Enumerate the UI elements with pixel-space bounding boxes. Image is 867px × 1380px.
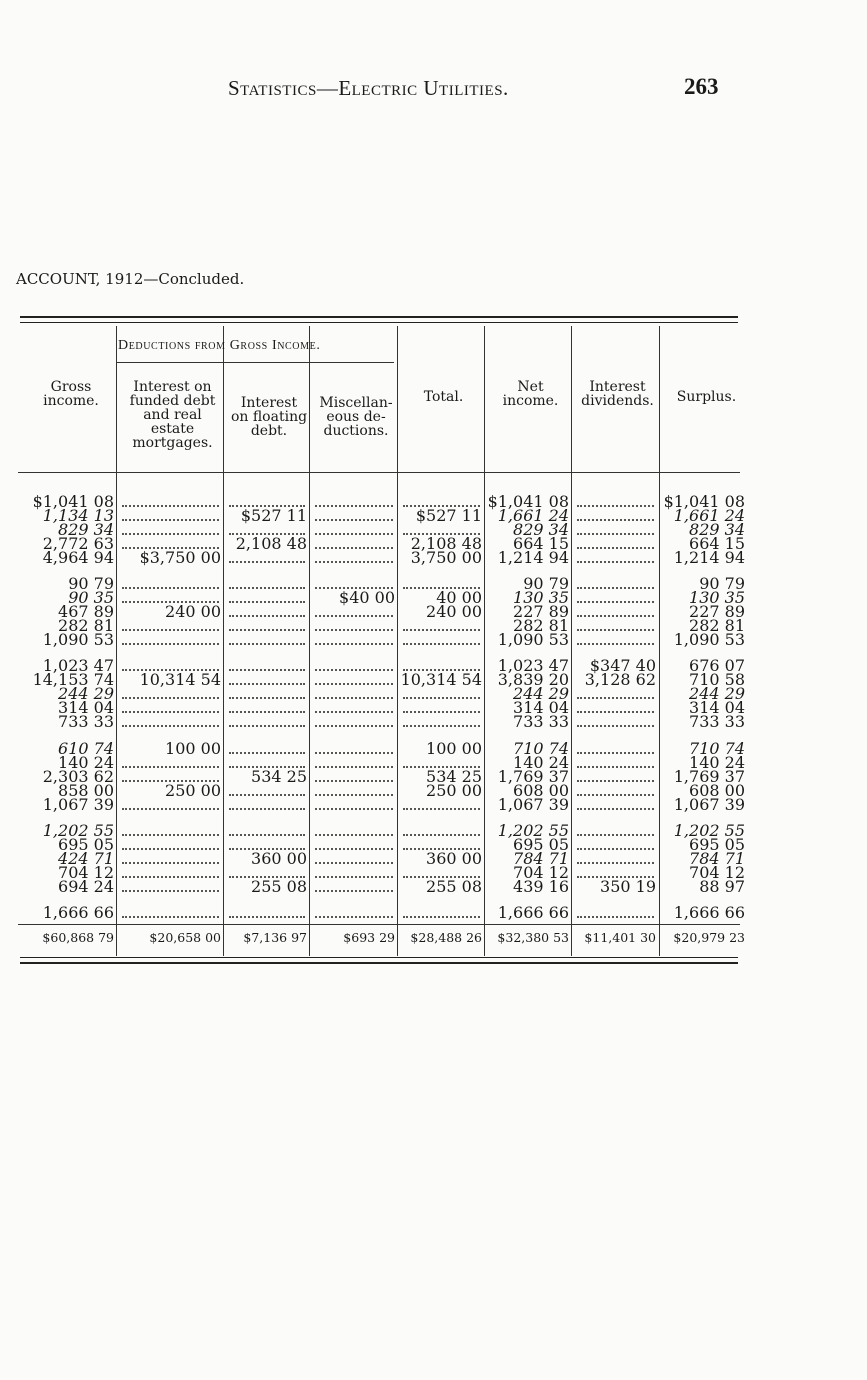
table-cell-surplus: 1,214 94 <box>673 548 745 567</box>
dot-leader <box>122 834 219 836</box>
bottom-rule-thick <box>20 962 738 964</box>
table-cell-net: 1,661 24 <box>497 506 569 525</box>
column-header-line: Interest <box>240 395 298 411</box>
table-cell-funded: $3,750 00 <box>139 548 221 567</box>
column-header-line: ductions. <box>323 423 389 439</box>
dot-leader <box>122 505 219 507</box>
dot-leader <box>577 561 654 563</box>
dot-leader <box>577 794 654 796</box>
table-cell-total: 250 00 <box>426 781 482 800</box>
table-cell-surplus: 608 00 <box>689 781 745 800</box>
table-cell-surplus: 710 74 <box>689 739 745 758</box>
column-header-line: Interest <box>589 379 646 395</box>
table-cell-misc: $40 00 <box>339 588 395 607</box>
table-cell-net: 244 29 <box>513 684 569 703</box>
column-header-line: Total. <box>423 389 464 405</box>
column-header-line: eous de- <box>326 409 386 425</box>
table-cell-gross: 733 33 <box>58 712 114 731</box>
dot-leader <box>122 876 219 878</box>
table-cell-surplus: 695 05 <box>689 835 745 854</box>
column-header-line: and real <box>143 407 202 423</box>
table-cell-total: 534 25 <box>426 767 482 786</box>
table-cell-net: 1,214 94 <box>497 548 569 567</box>
column-header-line: income. <box>502 393 559 409</box>
table-cell-net: 733 33 <box>513 712 569 731</box>
column-header-misc <box>311 396 401 438</box>
table-cell-net: 1,067 39 <box>497 795 569 814</box>
dot-leader <box>403 629 480 631</box>
table-cell-divid: $347 40 <box>589 656 656 675</box>
table-cell-net: 140 24 <box>513 753 569 772</box>
column-header-line: mortgages. <box>132 435 213 451</box>
dot-leader <box>315 547 393 549</box>
table-cell-surplus: 1,769 37 <box>673 767 745 786</box>
column-divider <box>484 326 485 956</box>
table-cell-net: 704 12 <box>513 863 569 882</box>
table-cell-net: 784 71 <box>513 849 569 868</box>
column-header-line: Miscellan- <box>319 395 393 411</box>
dot-leader <box>577 629 654 631</box>
table-cell-surplus: $1,041 08 <box>663 492 745 511</box>
dot-leader <box>315 615 393 617</box>
total-cell-gross: $60,868 79 <box>42 930 114 945</box>
dot-leader <box>229 601 305 603</box>
running-title: Statistics—Electric Utilities. <box>228 76 509 100</box>
table-cell-surplus: 733 33 <box>689 712 745 731</box>
table-cell-gross: 704 12 <box>58 863 114 882</box>
column-header-line: Gross <box>50 379 92 395</box>
table-cell-surplus: 88 97 <box>699 877 745 896</box>
column-header-floating <box>225 396 313 438</box>
table-cell-surplus: 1,067 39 <box>673 795 745 814</box>
dot-leader <box>122 848 219 850</box>
table-cell-gross: 140 24 <box>58 753 114 772</box>
dot-leader <box>315 808 393 810</box>
table-cell-surplus: 1,666 66 <box>673 903 745 922</box>
dot-leader <box>403 916 480 918</box>
dot-leader <box>122 519 219 521</box>
group-header-rule <box>116 362 394 363</box>
table-cell-surplus: 130 35 <box>689 588 745 607</box>
dot-leader <box>403 643 480 645</box>
header-rule <box>18 472 740 473</box>
dot-leader <box>577 615 654 617</box>
dot-leader <box>315 697 393 699</box>
table-cell-total: $527 11 <box>415 506 482 525</box>
column-header-line: on floating <box>230 409 308 425</box>
dot-leader <box>315 561 393 563</box>
table-cell-gross: 4,964 94 <box>42 548 114 567</box>
table-cell-floating: $527 11 <box>240 506 307 525</box>
table-cell-net: 608 00 <box>513 781 569 800</box>
table-cell-gross: 90 79 <box>68 574 114 593</box>
total-cell-total: $28,488 26 <box>410 930 482 945</box>
dot-leader <box>122 862 219 864</box>
table-cell-gross: 314 04 <box>58 698 114 717</box>
dot-leader <box>315 669 393 671</box>
dot-leader <box>229 808 305 810</box>
column-header-line: debt. <box>250 423 288 439</box>
table-cell-funded: 250 00 <box>165 781 221 800</box>
table-cell-net: 90 79 <box>523 574 569 593</box>
table-cell-surplus: 676 07 <box>689 656 745 675</box>
table-cell-gross: 858 00 <box>58 781 114 800</box>
dot-leader <box>577 519 654 521</box>
total-cell-net: $32,380 53 <box>497 930 569 945</box>
dot-leader <box>315 780 393 782</box>
page-header <box>0 74 867 104</box>
table-cell-net: 1,023 47 <box>497 656 569 675</box>
table-cell-gross: 1,202 55 <box>42 821 114 840</box>
table-cell-net: 695 05 <box>513 835 569 854</box>
table-cell-total: 3,750 00 <box>410 548 482 567</box>
table-cell-total: 240 00 <box>426 602 482 621</box>
dot-leader <box>577 547 654 549</box>
table-cell-gross: 610 74 <box>58 739 114 758</box>
table-cell-net: 282 81 <box>513 616 569 635</box>
dot-leader <box>122 890 219 892</box>
column-header-funded <box>118 380 227 450</box>
table-cell-gross: 14,153 74 <box>32 670 114 689</box>
dot-leader <box>122 697 219 699</box>
dot-leader <box>315 862 393 864</box>
dot-leader <box>229 711 305 713</box>
page-number: 263 <box>684 74 719 99</box>
dot-leader <box>315 643 393 645</box>
table-cell-surplus: 227 89 <box>689 602 745 621</box>
dot-leader <box>403 711 480 713</box>
table-cell-gross: 90 35 <box>68 588 114 607</box>
group-header: Deductions from Gross Income. <box>118 338 321 353</box>
column-header-net <box>486 380 575 408</box>
dot-leader <box>577 752 654 754</box>
dot-leader <box>122 808 219 810</box>
table-cell-gross: 282 81 <box>58 616 114 635</box>
table-cell-gross: 1,134 13 <box>42 506 114 525</box>
dot-leader <box>577 601 654 603</box>
total-cell-funded: $20,658 00 <box>149 930 221 945</box>
dot-leader <box>229 794 305 796</box>
table-cell-floating: 360 00 <box>251 849 307 868</box>
top-rule-thick <box>20 316 738 318</box>
top-rule-thin <box>20 322 738 323</box>
column-divider <box>116 326 117 956</box>
dot-leader <box>229 561 305 563</box>
table-cell-surplus: 1,090 53 <box>673 630 745 649</box>
dot-leader <box>403 834 480 836</box>
table-cell-gross: 2,303 62 <box>42 767 114 786</box>
dot-leader <box>122 629 219 631</box>
column-header-line: estate <box>150 421 195 437</box>
total-cell-floating: $7,136 97 <box>243 930 307 945</box>
column-header-line: Surplus. <box>676 389 737 405</box>
table-cell-surplus: 140 24 <box>689 753 745 772</box>
total-cell-surplus: $20,979 23 <box>673 930 745 945</box>
table-cell-surplus: 704 12 <box>689 863 745 882</box>
table-cell-net: 829 34 <box>513 520 569 539</box>
column-header-surplus <box>662 390 751 404</box>
dot-leader <box>577 697 654 699</box>
table-cell-total: 360 00 <box>426 849 482 868</box>
table-cell-gross: 244 29 <box>58 684 114 703</box>
column-header-line: income. <box>43 393 99 409</box>
table-cell-gross: 829 34 <box>58 520 114 539</box>
dot-leader <box>229 697 305 699</box>
table-cell-surplus: 664 15 <box>689 534 745 553</box>
totals-rule <box>18 924 740 925</box>
column-header-line: Interest on <box>133 379 212 395</box>
table-cell-total: 10,314 54 <box>400 670 482 689</box>
dot-leader <box>315 505 393 507</box>
table-cell-total: 255 08 <box>426 877 482 896</box>
dot-leader <box>315 916 393 918</box>
dot-leader <box>315 725 393 727</box>
table-cell-net: $1,041 08 <box>487 492 569 511</box>
table-cell-funded: 10,314 54 <box>139 670 221 689</box>
table-cell-gross: 1,090 53 <box>42 630 114 649</box>
dot-leader <box>315 834 393 836</box>
table-cell-net: 710 74 <box>513 739 569 758</box>
table-cell-surplus: 244 29 <box>689 684 745 703</box>
table-cell-net: 130 35 <box>513 588 569 607</box>
table-cell-net: 3,839 20 <box>497 670 569 689</box>
table-cell-surplus: 314 04 <box>689 698 745 717</box>
table-cell-floating: 2,108 48 <box>235 534 307 553</box>
column-header-line: funded debt <box>129 393 216 409</box>
column-header-line: dividends. <box>581 393 654 409</box>
dot-leader <box>577 725 654 727</box>
dot-leader <box>122 711 219 713</box>
table-cell-surplus: 829 34 <box>689 520 745 539</box>
dot-leader <box>315 848 393 850</box>
table-cell-net: 664 15 <box>513 534 569 553</box>
dot-leader <box>577 862 654 864</box>
dot-leader <box>122 766 219 768</box>
table-cell-surplus: 90 79 <box>699 574 745 593</box>
table-cell-net: 1,666 66 <box>497 903 569 922</box>
dot-leader <box>315 711 393 713</box>
dot-leader <box>229 669 305 671</box>
dot-leader <box>122 533 219 535</box>
table-cell-divid: 3,128 62 <box>584 670 656 689</box>
table-cell-gross: 1,067 39 <box>42 795 114 814</box>
column-header-gross <box>22 380 120 408</box>
column-header-divid <box>573 380 662 408</box>
table-cell-net: 314 04 <box>513 698 569 717</box>
table-cell-net: 1,090 53 <box>497 630 569 649</box>
table-cell-gross: $1,041 08 <box>32 492 114 511</box>
table-cell-gross: 695 05 <box>58 835 114 854</box>
bottom-rule-thin <box>20 957 738 958</box>
dot-leader <box>229 643 305 645</box>
table-cell-funded: 100 00 <box>165 739 221 758</box>
dot-leader <box>229 587 305 589</box>
column-header-line: Net <box>517 379 544 395</box>
dot-leader <box>229 629 305 631</box>
table-cell-total: 100 00 <box>426 739 482 758</box>
dot-leader <box>577 916 654 918</box>
dot-leader <box>229 683 305 685</box>
table-cell-floating: 534 25 <box>251 767 307 786</box>
table-cell-gross: 1,666 66 <box>42 903 114 922</box>
table-cell-surplus: 282 81 <box>689 616 745 635</box>
dot-leader <box>403 808 480 810</box>
table-cell-gross: 467 89 <box>58 602 114 621</box>
dot-leader <box>315 519 393 521</box>
dot-leader <box>122 587 219 589</box>
table-cell-surplus: 1,661 24 <box>673 506 745 525</box>
table-cell-funded: 240 00 <box>165 602 221 621</box>
dot-leader <box>122 725 219 727</box>
dot-leader <box>315 794 393 796</box>
dot-leader <box>577 533 654 535</box>
table-cell-net: 439 16 <box>513 877 569 896</box>
dot-leader <box>315 766 393 768</box>
dot-leader <box>403 697 480 699</box>
table-cell-total: 40 00 <box>436 588 482 607</box>
table-cell-surplus: 710 58 <box>689 670 745 689</box>
dot-leader <box>315 533 393 535</box>
dot-leader <box>577 808 654 810</box>
table-cell-net: 227 89 <box>513 602 569 621</box>
dot-leader <box>577 643 654 645</box>
table-cell-floating: 255 08 <box>251 877 307 896</box>
dot-leader <box>577 848 654 850</box>
dot-leader <box>315 683 393 685</box>
dot-leader <box>229 834 305 836</box>
dot-leader <box>577 587 654 589</box>
total-cell-divid: $11,401 30 <box>584 930 656 945</box>
table-cell-net: 1,202 55 <box>497 821 569 840</box>
table-cell-gross: 1,023 47 <box>42 656 114 675</box>
dot-leader <box>403 725 480 727</box>
column-divider <box>659 326 660 956</box>
table-cell-surplus: 1,202 55 <box>673 821 745 840</box>
dot-leader <box>577 505 654 507</box>
dot-leader <box>315 629 393 631</box>
dot-leader <box>229 916 305 918</box>
table-cell-total: 2,108 48 <box>410 534 482 553</box>
table-cell-gross: 424 71 <box>58 849 114 868</box>
dot-leader <box>315 890 393 892</box>
total-cell-misc: $693 29 <box>343 930 395 945</box>
dot-leader <box>229 615 305 617</box>
dot-leader <box>229 725 305 727</box>
dot-leader <box>122 916 219 918</box>
dot-leader <box>122 643 219 645</box>
table-cell-net: 1,769 37 <box>497 767 569 786</box>
dot-leader <box>315 752 393 754</box>
dot-leader <box>229 752 305 754</box>
dot-leader <box>577 711 654 713</box>
column-header-total <box>399 390 488 404</box>
dot-leader <box>577 766 654 768</box>
table-cell-divid: 350 19 <box>600 877 656 896</box>
dot-leader <box>577 780 654 782</box>
table-cell-gross: 694 24 <box>58 877 114 896</box>
dot-leader <box>315 876 393 878</box>
table-cell-gross: 2,772 63 <box>42 534 114 553</box>
column-divider <box>571 326 572 956</box>
dot-leader <box>577 834 654 836</box>
table-caption: ACCOUNT, 1912—Concluded. <box>16 270 245 288</box>
table-cell-surplus: 784 71 <box>689 849 745 868</box>
